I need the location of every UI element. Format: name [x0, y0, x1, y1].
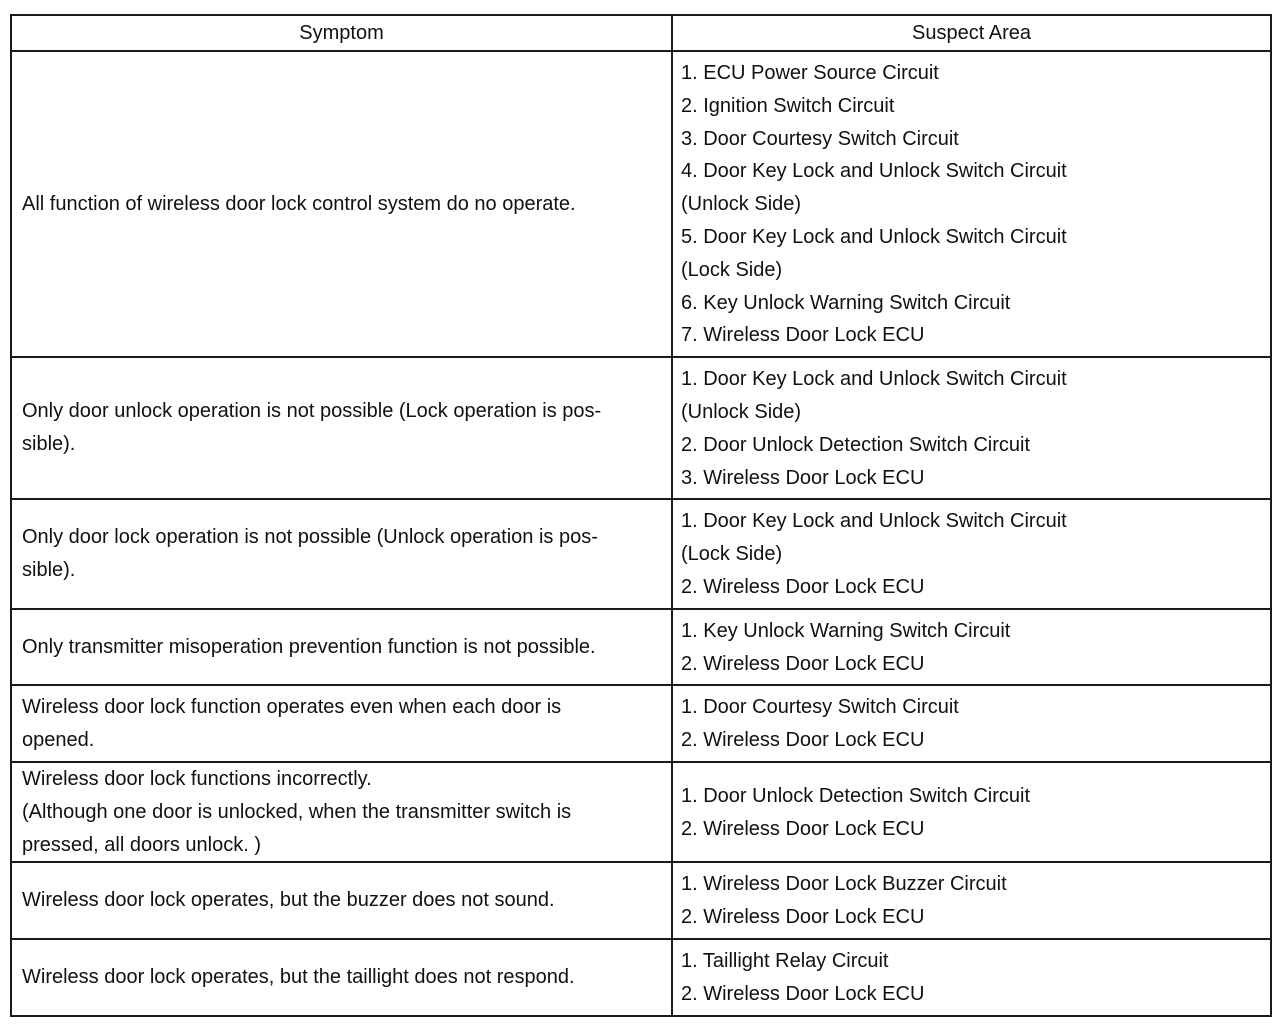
table-row	[11, 499, 1271, 608]
symptom-cell	[11, 51, 672, 357]
suspect-area-item: (Unlock Side)	[681, 193, 802, 216]
table-row	[11, 609, 1271, 686]
symptom-text-line: (Although one door is unlocked, when the transmitter switch is	[22, 800, 572, 823]
suspect-area-item: 1. Door Courtesy Switch Circuit	[681, 696, 959, 719]
symptom-cell	[11, 762, 672, 862]
symptom-text-line: Only door unlock operation is not possible (Lock operation is pos-	[22, 400, 602, 423]
troubleshooting-table-container	[10, 14, 1270, 1017]
table-row	[11, 685, 1271, 762]
symptom-cell	[11, 499, 672, 608]
suspect-area-item: 1. Door Unlock Detection Switch Circuit	[681, 784, 1031, 807]
suspect-area-item: 1. Taillight Relay Circuit	[681, 949, 889, 972]
suspect-area-item: (Lock Side)	[681, 258, 783, 281]
header-symptom: Symptom	[11, 15, 672, 51]
suspect-area-cell	[672, 762, 1271, 862]
symptom-cell	[11, 609, 672, 686]
suspect-area-item: 2. Wireless Door Lock ECU	[681, 817, 925, 840]
symptom-text-line: Only door lock operation is not possible (Unlock operation is pos-	[22, 526, 598, 549]
symptom-text-line: Wireless door lock functions incorrectly.	[22, 767, 372, 790]
suspect-area-item: 2. Ignition Switch Circuit	[681, 94, 895, 117]
suspect-area-cell	[672, 609, 1271, 686]
header-suspect-area: Suspect Area	[672, 15, 1271, 51]
symptom-cell	[11, 939, 672, 1016]
symptom-text-line: pressed, all doors unlock. )	[22, 833, 262, 856]
symptom-text-line: Wireless door lock operates, but the buzzer does not sound.	[22, 889, 555, 912]
suspect-area-item: 1. Door Key Lock and Unlock Switch Circuit	[681, 510, 1067, 533]
header-row	[11, 15, 1271, 51]
troubleshooting-table	[10, 14, 1272, 1017]
suspect-area-item: 3. Door Courtesy Switch Circuit	[681, 127, 959, 150]
suspect-area-cell	[672, 51, 1271, 357]
table-row	[11, 357, 1271, 499]
suspect-area-item: 7. Wireless Door Lock ECU	[681, 324, 925, 347]
suspect-area-item: (Unlock Side)	[681, 400, 802, 423]
suspect-area-cell	[672, 939, 1271, 1016]
symptom-cell	[11, 685, 672, 762]
symptom-text-line: Wireless door lock function operates even when each door is	[22, 695, 562, 718]
symptom-cell	[11, 357, 672, 499]
symptom-text-line: Wireless door lock operates, but the taillight does not respond.	[22, 965, 575, 988]
table-row	[11, 51, 1271, 357]
suspect-area-item: 1. ECU Power Source Circuit	[681, 62, 939, 84]
suspect-area-cell	[672, 357, 1271, 499]
suspect-area-item: 6. Key Unlock Warning Switch Circuit	[681, 291, 1011, 314]
suspect-area-cell	[672, 685, 1271, 762]
suspect-area-item: 1. Key Unlock Warning Switch Circuit	[681, 619, 1011, 642]
suspect-area-item: (Lock Side)	[681, 543, 783, 566]
suspect-area-item: 2. Wireless Door Lock ECU	[681, 652, 925, 675]
suspect-area-item: 4. Door Key Lock and Unlock Switch Circuit	[681, 160, 1067, 183]
suspect-area-item: 2. Wireless Door Lock ECU	[681, 906, 925, 929]
suspect-area-item: 2. Door Unlock Detection Switch Circuit	[681, 433, 1031, 456]
symptom-cell	[11, 862, 672, 939]
symptom-text-line: All function of wireless door lock control system do no operate.	[22, 192, 576, 215]
suspect-area-cell	[672, 499, 1271, 608]
symptom-text-line: Only transmitter misoperation prevention function is not possible.	[22, 635, 596, 658]
suspect-area-item: 1. Wireless Door Lock Buzzer Circuit	[681, 873, 1007, 896]
suspect-area-item: 2. Wireless Door Lock ECU	[681, 729, 925, 752]
table-row	[11, 762, 1271, 862]
table-row	[11, 862, 1271, 939]
symptom-text-line: opened.	[22, 728, 95, 751]
suspect-area-item: 2. Wireless Door Lock ECU	[681, 575, 925, 598]
suspect-area-item: 5. Door Key Lock and Unlock Switch Circuit	[681, 225, 1067, 248]
table-body	[11, 51, 1271, 1016]
suspect-area-item: 2. Wireless Door Lock ECU	[681, 982, 925, 1005]
suspect-area-item: 1. Door Key Lock and Unlock Switch Circuit	[681, 368, 1067, 391]
suspect-area-cell	[672, 862, 1271, 939]
suspect-area-item: 3. Wireless Door Lock ECU	[681, 466, 925, 489]
symptom-text-line: sible).	[22, 559, 76, 582]
table-row	[11, 939, 1271, 1016]
symptom-text-line: sible).	[22, 433, 76, 456]
